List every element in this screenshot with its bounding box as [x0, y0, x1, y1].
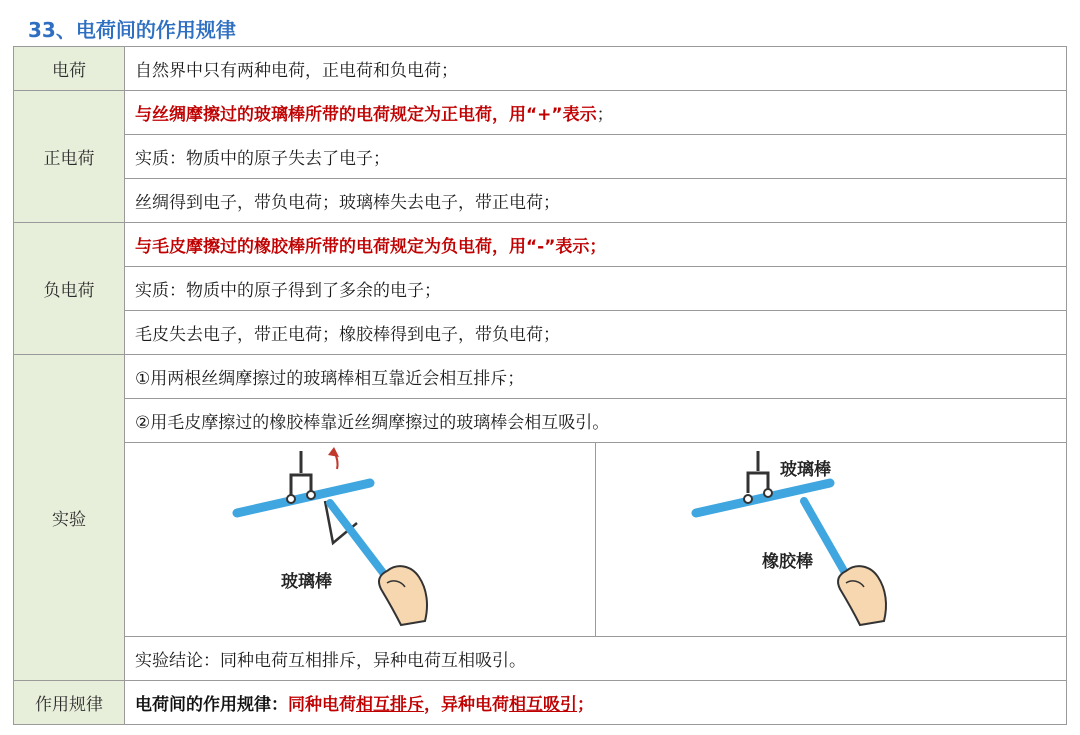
head-charge: 电荷: [14, 47, 125, 91]
experiment-conclusion: 实验结论：同种电荷互相排斥，异种电荷互相吸引。: [125, 637, 1067, 681]
row-negative-1: [14, 223, 1067, 267]
row-charge: [14, 47, 1067, 91]
arrow-icon: [328, 447, 339, 469]
row-experiment-conclusion: [14, 637, 1067, 681]
page-title: 33、电荷间的作用规律: [28, 18, 236, 42]
figure-right-label-top: 玻璃棒: [780, 460, 831, 480]
charge-table: [13, 46, 1067, 725]
row-experiment-1: [14, 355, 1067, 399]
row-experiment-figures: [14, 443, 1067, 637]
rule-text: 电荷间的作用规律：同种电荷相互排斥，异种电荷相互吸引；: [125, 681, 1067, 725]
positive-line2: 实质：物质中的原子失去了电子；: [125, 135, 1067, 179]
negative-line3: 毛皮失去电子，带正电荷；橡胶棒得到电子，带负电荷；: [125, 311, 1067, 355]
positive-line3: 丝绸得到电子，带负电荷；玻璃棒失去电子，带正电荷；: [125, 179, 1067, 223]
repel-illustration: [125, 443, 603, 637]
head-rule: 作用规律: [14, 681, 125, 725]
charge-text: 自然界中只有两种电荷，正电荷和负电荷；: [125, 47, 1067, 91]
experiment-line2: ②用毛皮摩擦过的橡胶棒靠近丝绸摩擦过的玻璃棒会相互吸引。: [125, 399, 1067, 443]
head-negative: 负电荷: [14, 223, 125, 355]
hand-icon: [838, 566, 886, 625]
experiment-line1: ①用两根丝绸摩擦过的玻璃棒相互靠近会相互排斥；: [125, 355, 1067, 399]
row-negative-3: [14, 311, 1067, 355]
figure-attract: [595, 443, 1066, 636]
head-experiment: 实验: [14, 355, 125, 681]
positive-line1: 与丝绸摩擦过的玻璃棒所带的电荷规定为正电荷，用“+”表示；: [125, 91, 1067, 135]
experiment-figures: [125, 443, 1067, 637]
row-negative-2: [14, 267, 1067, 311]
figure-left-label: 玻璃棒: [281, 572, 332, 592]
row-positive-2: [14, 135, 1067, 179]
hand-icon: [379, 566, 427, 625]
head-positive: 正电荷: [14, 91, 125, 223]
row-positive-3: [14, 179, 1067, 223]
negative-line2: 实质：物质中的原子得到了多余的电子；: [125, 267, 1067, 311]
negative-line1: 与毛皮摩擦过的橡胶棒所带的电荷规定为负电荷，用“-”表示；: [125, 223, 1067, 267]
row-rule: [14, 681, 1067, 725]
figure-right-label-bottom: 橡胶棒: [762, 552, 813, 572]
figure-repel: [125, 443, 595, 636]
row-experiment-2: [14, 399, 1067, 443]
row-positive-1: [14, 91, 1067, 135]
